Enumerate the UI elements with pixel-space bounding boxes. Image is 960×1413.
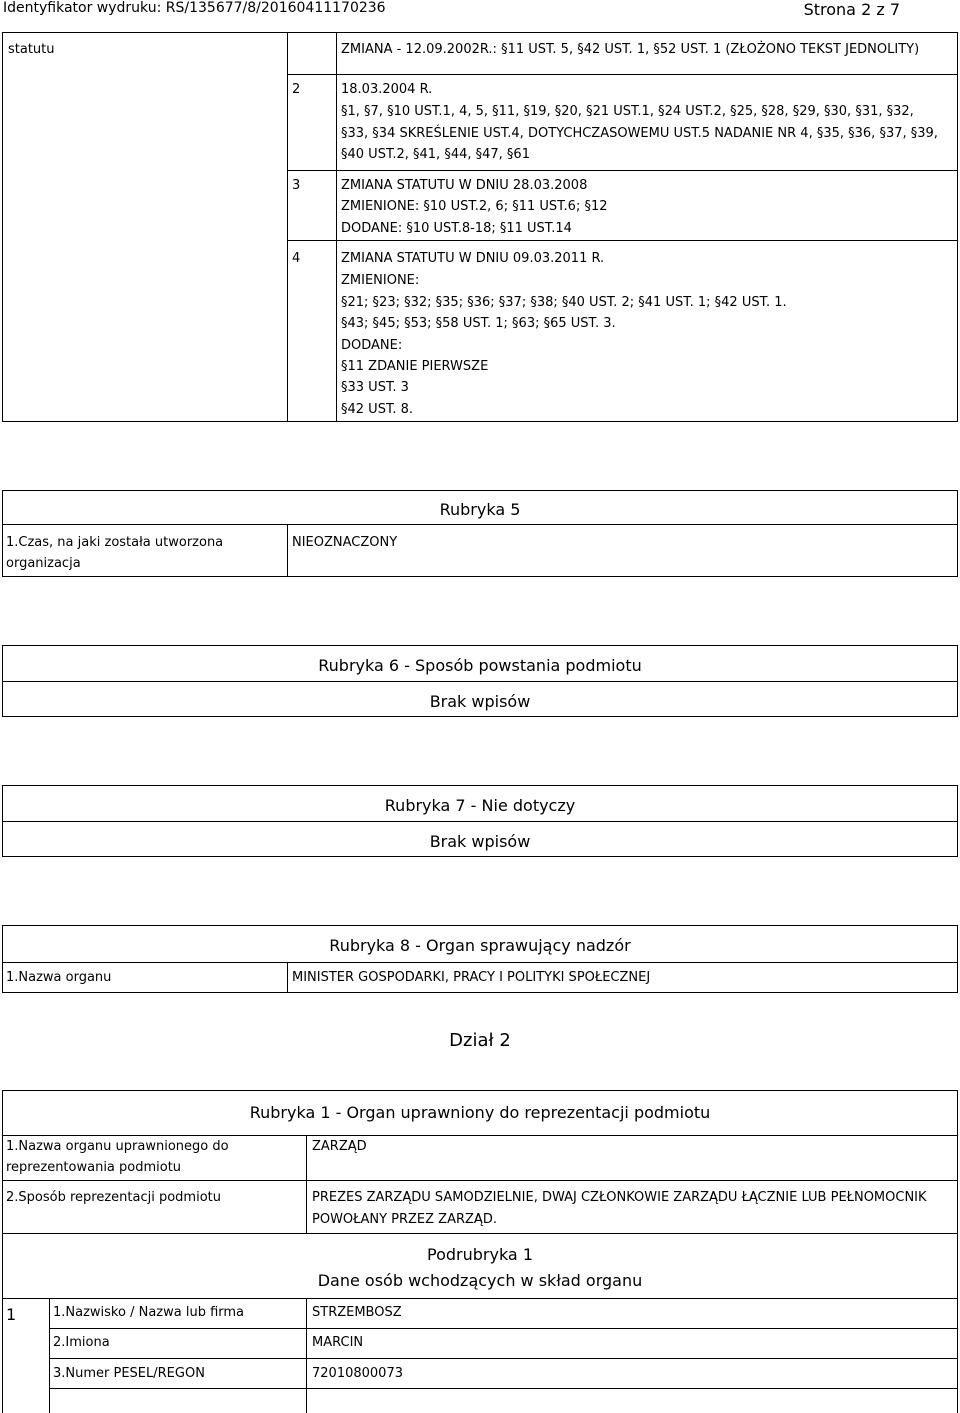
statute-row-line: §1, §7, §10 UST.1, 4, 5, §11, §19, §20, §21 UST.1, §24 UST.2, §25, §28, §29, §30, §31, §32, bbox=[341, 104, 914, 119]
rubryka-8-value: MINISTER GOSPODARKI, PRACY I POLITYKI SPOŁECZNEJ bbox=[292, 970, 651, 985]
rubryka-7-title: Rubryka 7 - Nie dotyczy bbox=[384, 796, 576, 815]
representation-value: PREZES ZARZĄDU SAMODZIELNIE, DWAJ CZŁONKOWIE ZARZĄDU ŁĄCZNIE LUB PEŁNOMOCNIK bbox=[312, 1190, 927, 1205]
podrubryka-1-subtitle: Dane osób wchodzących w skład organu bbox=[317, 1271, 643, 1290]
rubryka-8-label: 1.Nazwa organu bbox=[6, 970, 112, 985]
statute-row-line: §21; §23; §32; §35; §36; §37; §38; §40 UST. 2; §41 UST. 1; §42 UST. 1. bbox=[341, 295, 787, 310]
person-index: 1 bbox=[6, 1305, 17, 1324]
statute-row-line: §40 UST.2, §41, §44, §47, §61 bbox=[341, 147, 530, 162]
statute-row-line: §43; §45; §53; §58 UST. 1; §63; §65 UST. 3. bbox=[341, 316, 616, 331]
person-field-label: 1.Nazwisko / Nazwa lub firma bbox=[53, 1305, 245, 1320]
representation-value: POWOŁANY PRZEZ ZARZĄD. bbox=[312, 1212, 497, 1227]
statute-row-line: ZMIANA STATUTU W DNIU 09.03.2011 R. bbox=[341, 251, 605, 266]
statute-row-line: DODANE: bbox=[341, 338, 403, 353]
print-identifier: Identyfikator wydruku: RS/135677/8/20160411170236 bbox=[3, 0, 386, 16]
person-field-value: STRZEMBOSZ bbox=[312, 1305, 402, 1320]
statute-row-line: ZMIENIONE: bbox=[341, 273, 420, 288]
rubryka-5-title: Rubryka 5 bbox=[439, 500, 521, 519]
podrubryka-1-title: Podrubryka 1 bbox=[427, 1245, 533, 1264]
statute-row-line: §33 UST. 3 bbox=[341, 380, 409, 395]
person-field-label: 2.Imiona bbox=[53, 1335, 110, 1350]
statute-row-number: 2 bbox=[292, 82, 301, 97]
rubryka-7-body: Brak wpisów bbox=[429, 832, 531, 851]
section-title: Dział 2 bbox=[449, 1030, 511, 1051]
statute-row-line: §33, §34 SKREŚLENIE UST.4, DOTYCHCZASOWEMU UST.5 NADANIE NR 4, §35, §36, §37, §39, bbox=[341, 126, 938, 141]
rubryka-5-value: NIEOZNACZONY bbox=[292, 535, 398, 550]
representation-label: 2.Sposób reprezentacji podmiotu bbox=[6, 1190, 221, 1205]
statute-row-line: ZMIENIONE: §10 UST.2, 6; §11 UST.6; §12 bbox=[341, 199, 608, 214]
organ-name-label: reprezentowania podmiotu bbox=[6, 1160, 182, 1175]
statute-row-number: 4 bbox=[292, 251, 301, 266]
rubryka-5-label: 1.Czas, na jaki została utworzona bbox=[6, 535, 224, 550]
rubryka-6-body: Brak wpisów bbox=[429, 692, 531, 711]
statute-row-line: DODANE: §10 UST.8-18; §11 UST.14 bbox=[341, 221, 572, 236]
person-field-value: 72010800073 bbox=[312, 1366, 403, 1381]
statute-row-number: 3 bbox=[292, 178, 301, 193]
statute-row-line: ZMIANA - 12.09.2002R.: §11 UST. 5, §42 UST. 1, §52 UST. 1 (ZŁOŻONO TEKST JEDNOLITY) bbox=[341, 42, 920, 57]
statute-row-line: 18.03.2004 R. bbox=[341, 82, 433, 97]
rubryka-8-title: Rubryka 8 - Organ sprawujący nadzór bbox=[329, 936, 631, 955]
statute-row-line: ZMIANA STATUTU W DNIU 28.03.2008 bbox=[341, 178, 588, 193]
statute-row-line: §11 ZDANIE PIERWSZE bbox=[341, 359, 489, 374]
person-field-label: 3.Numer PESEL/REGON bbox=[53, 1366, 205, 1381]
rubryka-6-title: Rubryka 6 - Sposób powstania podmiotu bbox=[318, 656, 642, 675]
person-field-value: MARCIN bbox=[312, 1335, 364, 1350]
page-number: Strona 2 z 7 bbox=[803, 0, 900, 19]
dzial2-rubryka-1-title: Rubryka 1 - Organ uprawniony do reprezentacji podmiotu bbox=[249, 1103, 711, 1122]
organ-name-value: ZARZĄD bbox=[312, 1139, 367, 1154]
rubryka-5-label: organizacja bbox=[6, 556, 81, 571]
statute-label: statutu bbox=[8, 42, 55, 57]
organ-name-label: 1.Nazwa organu uprawnionego do bbox=[6, 1139, 229, 1154]
statute-row-line: §42 UST. 8. bbox=[341, 402, 414, 417]
